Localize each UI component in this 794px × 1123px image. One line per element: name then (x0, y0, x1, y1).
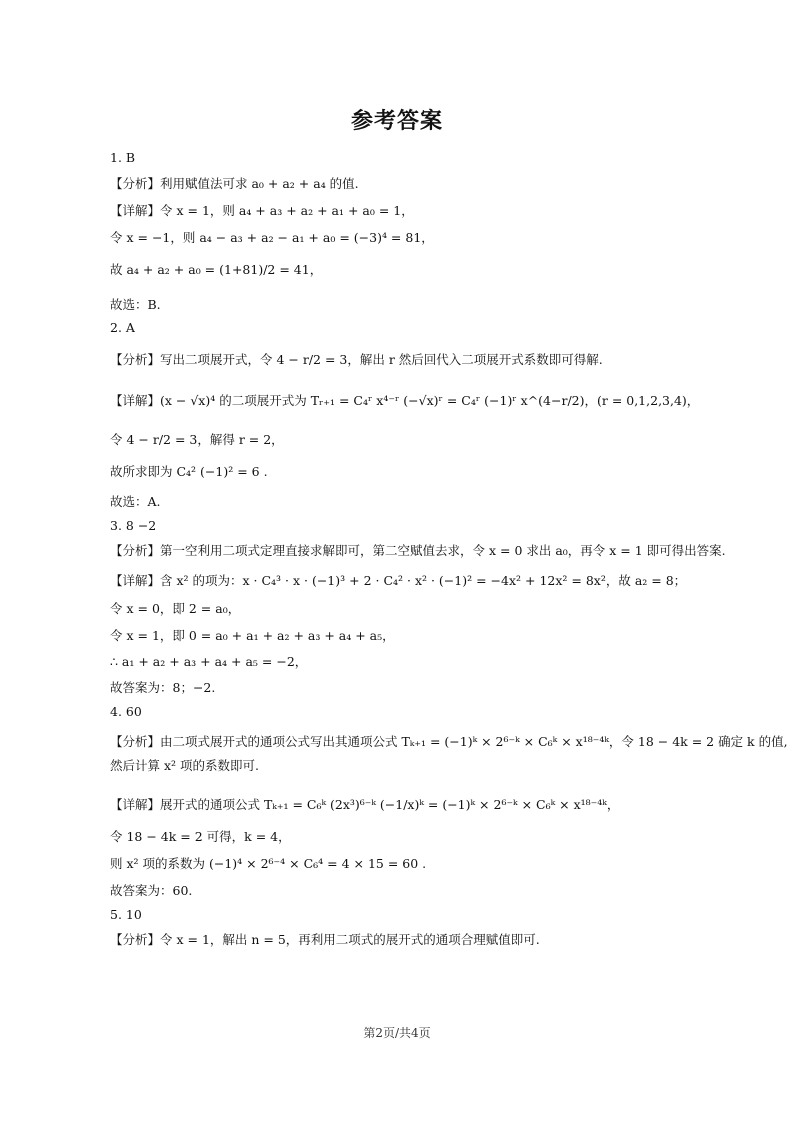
answer-1-step: 令 x = −1，则 a₄ − a₃ + a₂ − a₁ + a₀ = (−3)⁴ = 81， (110, 230, 434, 245)
answer-3-step: ∴ a₁ + a₂ + a₃ + a₄ + a₅ = −2， (110, 654, 308, 669)
answer-5-analysis: 【分析】令 x = 1，解出 n = 5，再利用二项式的展开式的通项合理赋值即可. (110, 932, 540, 947)
answer-4-step: 则 x² 项的系数为 (−1)⁴ × 2⁶⁻⁴ × C₆⁴ = 4 × 15 = 60 . (110, 856, 427, 871)
answer-4-step: 令 18 − 4k = 2 可得，k = 4， (110, 829, 291, 844)
answer-2-heading: 2. A (110, 320, 135, 335)
answer-1-detail: 【详解】令 x = 1，则 a₄ + a₃ + a₂ + a₁ + a₀ = 1， (110, 203, 414, 218)
answer-1-analysis: 【分析】利用赋值法可求 a₀ + a₂ + a₄ 的值. (110, 176, 359, 191)
answer-2-step: 故所求即为 C₄² (−1)² = 6 . (110, 464, 268, 479)
answer-1-choice: 故选：B. (110, 297, 161, 312)
answer-3-analysis: 【分析】第一空利用二项式定理直接求解即可，第二空赋值去求，令 x = 0 求出 a₀，再令 x = 1 即可得出答案. (110, 543, 726, 558)
answer-2-step: 令 4 − r/2 = 3，解得 r = 2， (110, 432, 284, 447)
answer-5-heading: 5. 10 (110, 907, 142, 922)
answer-2-detail: 【详解】(x − √x)⁴ 的二项展开式为 Tᵣ₊₁ = C₄ʳ x⁴⁻ʳ (−√x)ʳ = C₄ʳ (−1)ʳ x^(4−r/2)，(r = 0,1,2,3,4)， (110, 393, 700, 408)
answer-3-step: 令 x = 0，即 2 = a₀， (110, 601, 241, 616)
answer-4-analysis: 【分析】由二项式展开式的通项公式写出其通项公式 Tₖ₊₁ = (−1)ᵏ × 2⁶⁻ᵏ × C₆ᵏ × x¹⁸⁻⁴ᵏ，令 18 − 4k = 2 确定 k 的值, (110, 734, 788, 749)
answer-3-detail: 【详解】含 x² 的项为：x · C₄³ · x · (−1)³ + 2 · C₄² · x² · (−1)² = −4x² + 12x² = 8x²，故 a₂ = 8； (110, 573, 687, 588)
answer-2-choice: 故选：A. (110, 494, 161, 509)
answer-4-detail: 【详解】展开式的通项公式 Tₖ₊₁ = C₆ᵏ (2x³)⁶⁻ᵏ (−1/x)ᵏ = (−1)ᵏ × 2⁶⁻ᵏ × C₆ᵏ × x¹⁸⁻⁴ᵏ， (110, 797, 620, 812)
answer-3-heading: 3. 8 −2 (110, 518, 157, 533)
answer-4-analysis-cont: 然后计算 x² 项的系数即可. (110, 758, 259, 773)
page-title: 参考答案 (350, 109, 443, 134)
answer-4-heading: 4. 60 (110, 704, 142, 719)
page-footer: 第2页/共4页 (363, 1026, 431, 1040)
answer-3-step: 令 x = 1，即 0 = a₀ + a₁ + a₂ + a₃ + a₄ + a₅， (110, 628, 395, 643)
answer-1-step: 故 a₄ + a₂ + a₀ = (1+81)/2 = 41， (110, 262, 323, 277)
answer-3-result: 故答案为：8；−2. (110, 680, 216, 695)
answer-2-analysis: 【分析】写出二项展开式，令 4 − r/2 = 3，解出 r 然后回代入二项展开式系数即可得解. (110, 352, 603, 367)
answer-4-result: 故答案为：60. (110, 883, 193, 898)
answer-1-heading: 1. B (110, 150, 136, 165)
